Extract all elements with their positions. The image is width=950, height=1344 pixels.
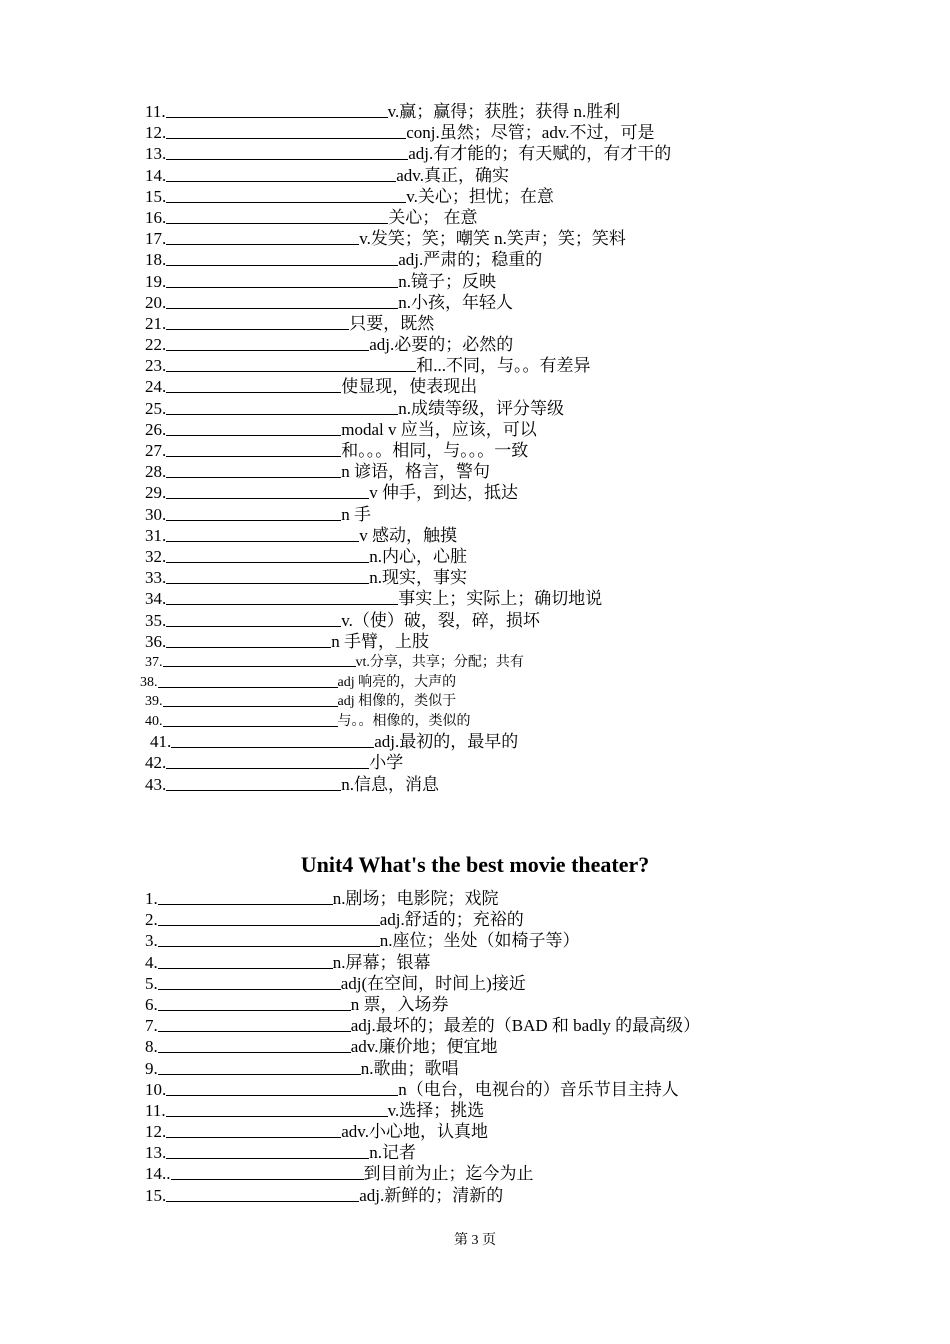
definition-text: n.镜子；反映: [398, 271, 496, 291]
answer-blank[interactable]: [166, 376, 341, 393]
answer-blank[interactable]: [166, 1079, 398, 1096]
definition-text: v 感动，触摸: [359, 525, 457, 545]
definition-text: adj 响亮的，大声的: [337, 675, 457, 691]
item-number: 32.: [145, 546, 167, 566]
vocab-row: [0, 1036, 950, 1057]
vocab-row: [0, 504, 950, 525]
definition-text: adj 相像的，类似于: [337, 694, 457, 710]
item-number: 18.: [145, 250, 167, 270]
answer-blank[interactable]: [158, 888, 333, 905]
answer-blank[interactable]: [166, 249, 398, 266]
item-number: 13.: [145, 144, 167, 164]
definition-text: v.（使）破，裂，碎，损坏: [341, 610, 540, 630]
definition-text: conj.虽然；尽管；adv.不过，可是: [406, 123, 655, 143]
vocab-row: [0, 482, 950, 503]
vocab-row: [0, 546, 950, 567]
answer-blank[interactable]: [166, 440, 341, 457]
definition-text: adj.最初的，最早的: [374, 732, 519, 752]
definition-text: n 谚语，格言，警句: [341, 462, 490, 482]
definition-text: 小学: [369, 753, 404, 773]
answer-blank[interactable]: [158, 994, 351, 1011]
item-number: 12.: [145, 123, 167, 143]
item-number: 27.: [145, 441, 167, 460]
answer-blank[interactable]: [166, 313, 349, 330]
item-number: 8.: [145, 1037, 158, 1057]
vocab-row: [0, 888, 950, 909]
definition-text: n.记者: [369, 1143, 416, 1163]
vocab-row: [0, 731, 950, 752]
vocab-row: [0, 313, 950, 334]
definition-text: adj.最坏的；最差的（BAD 和 badly 的最高级）: [350, 1016, 701, 1036]
vocab-row: [0, 186, 950, 207]
vocab-row: [0, 610, 950, 631]
vocab-row: [0, 249, 950, 270]
item-number: 29.: [145, 483, 167, 503]
vocab-row: [0, 165, 950, 186]
item-number: 24.: [145, 377, 167, 397]
item-number: 36.: [145, 631, 167, 651]
answer-blank[interactable]: [166, 419, 341, 436]
item-number: 38.: [140, 675, 158, 691]
item-number: 37.: [145, 654, 163, 670]
item-number: 21.: [145, 313, 167, 333]
item-number: 14..: [145, 1164, 171, 1184]
item-number: 30.: [145, 504, 167, 524]
vocab-row: [0, 1058, 950, 1079]
answer-blank[interactable]: [158, 909, 380, 926]
answer-blank[interactable]: [166, 610, 341, 627]
item-number: 35.: [145, 610, 167, 630]
definition-text: 与。。相像的，类似的: [337, 713, 471, 729]
vocab-row: [0, 440, 950, 461]
item-number: 11.: [145, 102, 166, 121]
item-number: 25.: [145, 398, 167, 418]
definition-text: n（电台，电视台的）音乐节目主持人: [398, 1079, 679, 1099]
definition-text: n.剧场；电影院；戏院: [332, 889, 499, 908]
item-number: 11.: [145, 1100, 166, 1120]
definition-text: v.选择；挑选: [387, 1100, 485, 1120]
definition-text: n.座位；坐处（如椅子等）: [379, 931, 580, 951]
answer-blank[interactable]: [163, 692, 338, 707]
definition-text: 使显现，使表现出: [341, 377, 478, 397]
item-number: 28.: [145, 462, 167, 482]
vocab-list-continued: [0, 101, 950, 795]
definition-text: adj.新鲜的；清新的: [359, 1185, 504, 1205]
definition-text: 到目前为止；迄今为止: [363, 1164, 534, 1184]
definition-text: adj(在空间，时间上)接近: [340, 973, 526, 993]
definition-text: adj.有才能的；有天赋的，有才干的: [408, 144, 672, 164]
item-number: 10.: [145, 1079, 167, 1099]
answer-blank[interactable]: [166, 631, 331, 648]
vocab-list-unit4: [0, 888, 950, 1206]
answer-blank[interactable]: [166, 1100, 388, 1117]
item-number: 17.: [145, 229, 167, 249]
answer-blank[interactable]: [166, 482, 369, 499]
definition-text: n 手: [341, 504, 371, 524]
vocab-row: [0, 712, 950, 731]
definition-text: 事实上；实际上；确切地说: [398, 589, 603, 609]
vocab-row: [0, 1015, 950, 1036]
definition-text: n 票，入场券: [350, 994, 449, 1014]
answer-blank[interactable]: [166, 774, 341, 791]
answer-blank[interactable]: [166, 1142, 369, 1159]
answer-blank[interactable]: [166, 546, 369, 563]
definition-text: 只要，既然: [349, 313, 435, 333]
answer-blank[interactable]: [166, 398, 398, 415]
definition-text: n.内心，心脏: [369, 546, 467, 566]
answer-blank[interactable]: [166, 504, 341, 521]
answer-blank[interactable]: [158, 973, 341, 990]
vocab-row: [0, 952, 950, 973]
answer-blank[interactable]: [166, 101, 388, 118]
item-number: 4.: [145, 952, 158, 972]
vocab-row: [0, 1185, 950, 1206]
answer-blank[interactable]: [158, 1036, 351, 1053]
answer-blank[interactable]: [166, 1185, 359, 1202]
item-number: 20.: [145, 292, 167, 312]
answer-blank[interactable]: [158, 1015, 351, 1032]
vocab-row: [0, 973, 950, 994]
vocab-row: [0, 909, 950, 930]
vocab-row: [0, 588, 950, 609]
item-number: 39.: [145, 694, 163, 710]
definition-text: adv.真正，确实: [396, 165, 509, 185]
vocab-row: [0, 525, 950, 546]
answer-blank[interactable]: [166, 207, 388, 224]
definition-text: v 伸手，到达，抵达: [369, 483, 518, 503]
answer-blank[interactable]: [166, 1121, 341, 1138]
item-number: 6.: [145, 994, 158, 1014]
page-number: 第 3 页: [454, 1233, 496, 1248]
vocab-row: [0, 122, 950, 143]
answer-blank[interactable]: [166, 122, 406, 139]
definition-text: adj.必要的；必然的: [369, 335, 514, 355]
answer-blank[interactable]: [166, 525, 359, 542]
answer-blank[interactable]: [166, 165, 396, 182]
vocab-row: [0, 101, 950, 122]
answer-blank[interactable]: [166, 752, 369, 769]
definition-text: n.屏幕；银幕: [332, 952, 431, 972]
unit4-title: Unit4 What's the best movie theater?: [300, 852, 650, 877]
definition-text: 和。。。相同，与。。。一致: [341, 441, 529, 460]
answer-blank[interactable]: [166, 355, 416, 372]
definition-text: adj.舒适的；充裕的: [379, 910, 524, 930]
vocab-row: [0, 207, 950, 228]
answer-blank[interactable]: [166, 461, 341, 478]
answer-blank[interactable]: [158, 952, 333, 969]
definition-text: n.信息，消息: [341, 774, 439, 794]
answer-blank[interactable]: [171, 731, 374, 748]
definition-text: v.关心；担忧；在意: [406, 186, 554, 206]
vocab-row: [0, 143, 950, 164]
item-number: 26.: [145, 419, 167, 439]
vocab-row: [0, 1100, 950, 1121]
item-number: 34.: [145, 589, 167, 609]
item-number: 3.: [145, 931, 158, 951]
item-number: 41.: [150, 732, 172, 752]
definition-text: vt.分享，共享；分配；共有: [355, 654, 524, 670]
item-number: 43.: [145, 774, 167, 794]
definition-text: 关心； 在意: [388, 207, 478, 227]
vocab-row: [0, 1121, 950, 1142]
answer-blank[interactable]: [166, 228, 359, 245]
item-number: 31.: [145, 525, 167, 545]
vocab-row: [0, 419, 950, 440]
vocab-row: [0, 1142, 950, 1163]
item-number: 15.: [145, 1185, 167, 1205]
answer-blank[interactable]: [163, 652, 356, 667]
vocab-row: [0, 673, 950, 692]
vocab-row: [0, 376, 950, 397]
item-number: 22.: [145, 335, 167, 355]
item-number: 40.: [145, 713, 163, 729]
vocab-row: [0, 228, 950, 249]
vocab-row: [0, 355, 950, 376]
item-number: 13.: [145, 1143, 167, 1163]
item-number: 14.: [145, 165, 167, 185]
item-number: 19.: [145, 271, 167, 291]
item-number: 12.: [145, 1122, 167, 1142]
definition-text: n.现实，事实: [369, 568, 467, 588]
answer-blank[interactable]: [171, 1163, 364, 1180]
vocab-row: [0, 567, 950, 588]
answer-blank[interactable]: [166, 271, 398, 288]
definition-text: adj.严肃的；稳重的: [398, 250, 543, 270]
answer-blank[interactable]: [158, 673, 338, 688]
vocab-row: [0, 774, 950, 795]
answer-blank[interactable]: [163, 712, 338, 727]
answer-blank[interactable]: [166, 292, 398, 309]
item-number: 5.: [145, 973, 158, 993]
answer-blank[interactable]: [166, 588, 398, 605]
answer-blank[interactable]: [158, 1058, 361, 1075]
answer-blank[interactable]: [158, 930, 380, 947]
vocab-row: [0, 631, 950, 652]
vocab-row: [0, 461, 950, 482]
vocab-row: [0, 930, 950, 951]
item-number: 15.: [145, 186, 167, 206]
definition-text: adv.廉价地；便宜地: [350, 1037, 498, 1057]
definition-text: n 手臂，上肢: [331, 631, 429, 651]
vocab-row: [0, 994, 950, 1015]
item-number: 33.: [145, 568, 167, 588]
definition-text: n.成绩等级，评分等级: [398, 398, 564, 418]
item-number: 16.: [145, 207, 167, 227]
vocab-row: [0, 1163, 950, 1184]
item-number: 42.: [145, 753, 167, 773]
vocab-row: [0, 334, 950, 355]
vocab-row: [0, 752, 950, 773]
item-number: 2.: [145, 910, 158, 930]
vocab-row: [0, 692, 950, 711]
answer-blank[interactable]: [166, 567, 369, 584]
answer-blank[interactable]: [166, 186, 406, 203]
definition-text: n.小孩，年轻人: [398, 292, 513, 312]
answer-blank[interactable]: [166, 334, 369, 351]
item-number: 9.: [145, 1058, 158, 1078]
definition-text: adv.小心地，认真地: [341, 1122, 488, 1142]
item-number: 23.: [145, 356, 167, 376]
answer-blank[interactable]: [166, 143, 408, 160]
item-number: 7.: [145, 1016, 158, 1036]
vocab-row: [0, 652, 950, 673]
item-number: 1.: [145, 889, 158, 908]
vocab-row: [0, 1079, 950, 1100]
vocab-row: [0, 292, 950, 313]
definition-text: v.发笑；笑；嘲笑 n.笑声；笑；笑料: [359, 229, 626, 249]
definition-text: modal v 应当，应该，可以: [341, 419, 537, 439]
vocab-row: [0, 398, 950, 419]
vocab-row: [0, 271, 950, 292]
definition-text: v.赢；赢得；获胜；获得 n.胜利: [387, 102, 621, 121]
definition-text: 和...不同，与。。有差异: [416, 356, 591, 376]
definition-text: n.歌曲；歌唱: [360, 1058, 459, 1078]
